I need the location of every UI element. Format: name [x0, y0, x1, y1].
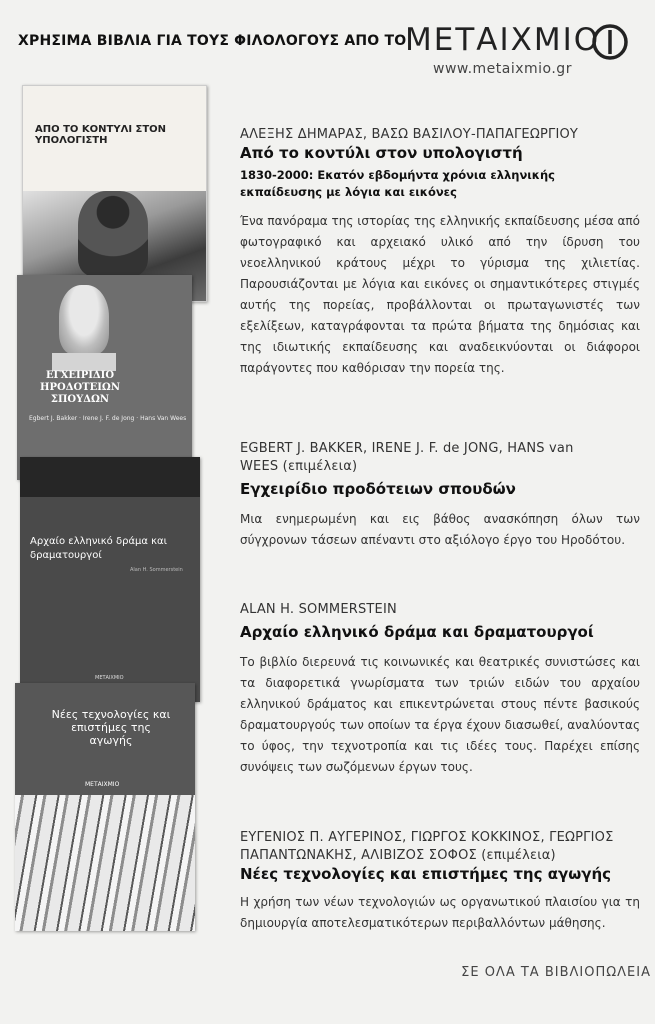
book-4-description: Η χρήση των νέων τεχνολογιών ως οργανωτικού πλαισίου για τη δημιουργία αποτελεσματικότερων περιβαλλόντων μάθησης. — [240, 895, 640, 930]
book-1-authors: ΑΛΕΞΗΣ ΔΗΜΑΡΑΣ, ΒΑΣΩ ΒΑΣΙΛΟΥ-ΠΑΠΑΓΕΩΡΓΙΟΥ — [240, 127, 579, 142]
publisher-logo-text: ΜΕΤΑΙΧΜΙΟ — [405, 22, 601, 58]
book-cover-1[interactable] — [22, 85, 207, 302]
header-title: ΧΡΗΣΙΜΑ ΒΙΒΛΙΑ ΓΙΑ ΤΟΥΣ ΦΙΛΟΛΟΓΟΥΣ ΑΠΟ ΤΟ — [18, 33, 407, 49]
cover-3-author: Alan H. Sommerstein — [130, 567, 183, 573]
book-1-description: Ένα πανόραμα της ιστορίας της ελληνικής εκπαίδευσης μέσα από φωτογραφικό και αρχειακό υλικό από την ίδρυση του νεοελληνικού κράτους μέχρι το γύρισμα της χιλιετίας. Παρουσιάζονται με λόγια και εικόνες οι σημαντικότερες στιγμές αυτής της πορείας, προβάλλονται οι πρωταγωνιστές των εξελίξεων, καταγράφονται τα πρώτα βήματα της δημόσιας και της ιδιωτικής εκπαίδευσης και αναδεικνύονται οι διάφοροι παράγοντες που καθόρισαν την πορεία της. — [240, 214, 640, 375]
cover-3-top-stripe — [20, 457, 200, 497]
book-entry-4 — [240, 829, 640, 934]
book-3-description: Το βιβλίο διερευνά τις κοινωνικές και θεατρικές συνιστώσες και τα διαφορετικά γνωρίσματα των τριών ειδών του αρχαίου ελληνικού δράματος και επικεντρώνεται στους πέντε βασικούς δραματουργούς των οποίων τα έργα έχουν διασωθεί, αναλύοντας το ύφος, την τεχνοτροπία και τις ιδέες τους. Παρέχει επίσης συνόψεις των σωζόμενων έργων τους. — [240, 655, 640, 774]
cover-1-child-figure — [78, 191, 148, 276]
book-cover-4[interactable] — [15, 683, 195, 931]
cover-3-publisher: ΜΕΤΑΙΧΜΙΟ — [95, 675, 124, 681]
cover-2-title: ΕΓΧΕΙΡΙΔΙΟ ΗΡΟΔΟΤΕΙΩΝ ΣΠΟΥΔΩΝ — [40, 370, 120, 405]
book-entry-1 — [240, 126, 640, 379]
book-cover-3[interactable] — [20, 457, 200, 702]
catalog-panel — [0, 85, 655, 985]
book-covers — [0, 85, 215, 985]
publisher-logo-icon — [590, 22, 630, 62]
cover-2-editors: Egbert J. Bakker · Irene J. F. de Jong · Hans Van Wees — [29, 415, 187, 422]
book-2-authors: EGBERT J. BAKKER, IRENE J. F. de JONG, HANS van WEES (επιμέλεια) — [240, 441, 574, 474]
book-1-title[interactable]: Από το κοντύλι στον υπολογιστή — [240, 144, 523, 162]
cover-1-title: ΑΠΟ ΤΟ ΚΟΝΤΥΛΙ ΣΤΟΝ ΥΠΟΛΟΓΙΣΤΗ — [35, 124, 167, 146]
book-entry-2 — [240, 440, 640, 551]
cover-3-title: Αρχαίο ελληνικό δράμα και δραματουργοί — [30, 536, 168, 561]
cover-4-title: Νέες τεχνολογίες και επιστήμες της αγωγής — [51, 708, 171, 747]
book-cover-2[interactable] — [17, 275, 192, 480]
cover-4-publisher: ΜΕΤΑΙΧΜΙΟ — [85, 781, 120, 788]
book-1-subtitle: 1830-2000: Εκατόν εβδομήντα χρόνια ελληνικής εκπαίδευσης με λόγια και εικόνες — [240, 168, 555, 199]
publisher-website[interactable]: www.metaixmio.gr — [433, 61, 572, 77]
availability-footer: ΣΕ ΟΛΑ ΤΑ ΒΙΒΛΙΟΠΩΛΕΙΑ — [461, 965, 651, 980]
book-4-authors: ΕΥΓΕΝΙΟΣ Π. ΑΥΓΕΡΙΝΟΣ, ΓΙΩΡΓΟΣ ΚΟΚΚΙΝΟΣ, ΓΕΩΡΓΙΟΣ ΠΑΠΑΝΤΩΝΑΚΗΣ, ΑΛΙΒΙΖΟΣ ΣΟΦΟΣ (επιμέλεια) — [240, 830, 614, 863]
book-4-title[interactable]: Νέες τεχνολογίες και επιστήμες της αγωγής — [240, 865, 612, 883]
book-2-description: Μια ενημερωμένη και εις βάθος ανασκόπηση όλων των σύγχρονων τάσεων απέναντι στο αξιόλογο έργο του Ηροδότου. — [240, 512, 640, 547]
book-3-authors: ALAN H. SOMMERSTEIN — [240, 602, 397, 617]
cover-4-photo — [15, 795, 195, 931]
cover-2-bust-base — [52, 353, 116, 371]
book-3-title[interactable]: Αρχαίο ελληνικό δράμα και δραματουργοί — [240, 623, 594, 641]
book-entry-3 — [240, 601, 640, 778]
cover-2-bust-image — [59, 285, 109, 355]
book-2-title[interactable]: Εγχειρίδιο προδότειων σπουδών — [240, 480, 516, 498]
